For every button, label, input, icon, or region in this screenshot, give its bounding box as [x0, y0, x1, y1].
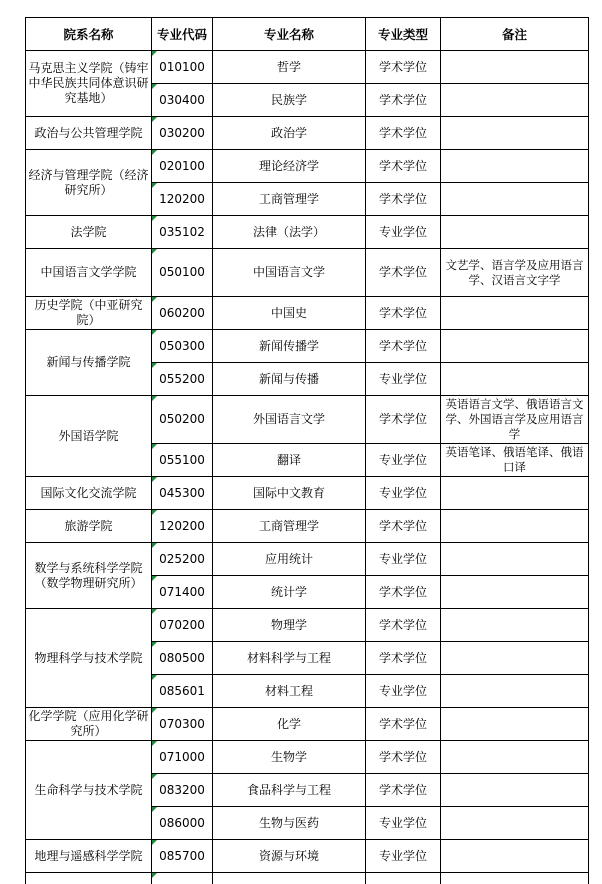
- dept-cell: 化学学院（应用化学研究所）: [26, 708, 152, 741]
- note-cell: [441, 117, 589, 150]
- dept-cell: 旅游学院: [26, 510, 152, 543]
- dept-cell: 国际文化交流学院: [26, 477, 152, 510]
- type-cell: 专业学位: [366, 444, 441, 477]
- code-cell: 070300: [152, 708, 213, 741]
- table-row: [26, 51, 589, 84]
- code-cell: 010100: [152, 51, 213, 84]
- type-cell: 专业学位: [366, 543, 441, 576]
- header-code: 专业代码: [152, 18, 213, 51]
- dept-cell: 历史学院（中亚研究院）: [26, 297, 152, 330]
- dept-cell: 数学与系统科学学院（数学物理研究所）: [26, 543, 152, 609]
- dept-cell-empty: [26, 873, 152, 884]
- major-cell: 工商管理学: [213, 510, 366, 543]
- dept-cell: 政治与公共管理学院: [26, 117, 152, 150]
- type-cell: 学术学位: [366, 117, 441, 150]
- type-cell: 学术学位: [366, 510, 441, 543]
- dept-cell: 物理科学与技术学院: [26, 609, 152, 708]
- note-cell-empty: [441, 873, 589, 884]
- type-cell: 专业学位: [366, 363, 441, 396]
- note-cell: [441, 216, 589, 249]
- major-cell: 中国语言文学: [213, 249, 366, 297]
- major-cell: 资源与环境: [213, 840, 366, 873]
- major-cell: 应用统计: [213, 543, 366, 576]
- note-cell: [441, 150, 589, 183]
- major-cell: 翻译: [213, 444, 366, 477]
- note-cell: [441, 675, 589, 708]
- table-row: [26, 510, 589, 543]
- table-row: [26, 396, 589, 444]
- code-cell: 120200: [152, 183, 213, 216]
- code-cell: 030200: [152, 117, 213, 150]
- table-row-partial: [26, 873, 589, 884]
- dept-cell: 马克思主义学院（铸牢中华民族共同体意识研究基地）: [26, 51, 152, 117]
- note-cell: [441, 741, 589, 774]
- code-cell: 035102: [152, 216, 213, 249]
- type-cell: 学术学位: [366, 150, 441, 183]
- note-cell: [441, 51, 589, 84]
- header-dept: 院系名称: [26, 18, 152, 51]
- note-cell: [441, 477, 589, 510]
- header-note: 备注: [441, 18, 589, 51]
- major-cell: 新闻传播学: [213, 330, 366, 363]
- table-row: [26, 741, 589, 774]
- code-cell: 055200: [152, 363, 213, 396]
- note-cell: [441, 609, 589, 642]
- table-row: [26, 609, 589, 642]
- major-cell: 政治学: [213, 117, 366, 150]
- type-cell: 学术学位: [366, 642, 441, 675]
- program-table: [25, 17, 589, 884]
- major-cell: 新闻与传播: [213, 363, 366, 396]
- table-row: [26, 840, 589, 873]
- type-cell: 学术学位: [366, 249, 441, 297]
- type-cell-empty: [366, 873, 441, 884]
- dept-cell: 经济与管理学院（经济研究所）: [26, 150, 152, 216]
- dept-cell: 地理与遥感科学学院: [26, 840, 152, 873]
- major-cell: 材料工程: [213, 675, 366, 708]
- major-cell: 中国史: [213, 297, 366, 330]
- major-cell: 物理学: [213, 609, 366, 642]
- table-row: [26, 297, 589, 330]
- major-cell: 理论经济学: [213, 150, 366, 183]
- note-cell: [441, 543, 589, 576]
- note-cell: [441, 708, 589, 741]
- code-cell: 025200: [152, 543, 213, 576]
- note-cell: [441, 642, 589, 675]
- major-cell: 哲学: [213, 51, 366, 84]
- note-cell: [441, 840, 589, 873]
- major-cell-empty: [213, 873, 366, 884]
- code-cell: 085700: [152, 840, 213, 873]
- dept-cell: 外国语学院: [26, 396, 152, 477]
- major-cell: 食品科学与工程: [213, 774, 366, 807]
- note-cell: [441, 576, 589, 609]
- code-cell: 083200: [152, 774, 213, 807]
- note-cell: 文艺学、语言学及应用语言学、汉语言文字学: [441, 249, 589, 297]
- type-cell: 学术学位: [366, 576, 441, 609]
- dept-cell: 法学院: [26, 216, 152, 249]
- code-cell: 050200: [152, 396, 213, 444]
- major-cell: 统计学: [213, 576, 366, 609]
- code-cell: 070200: [152, 609, 213, 642]
- major-cell: 法律（法学）: [213, 216, 366, 249]
- type-cell: 学术学位: [366, 183, 441, 216]
- note-cell: [441, 807, 589, 840]
- dept-cell: 新闻与传播学院: [26, 330, 152, 396]
- note-cell: [441, 774, 589, 807]
- code-cell: 060200: [152, 297, 213, 330]
- code-cell: 030400: [152, 84, 213, 117]
- table-row: [26, 330, 589, 363]
- type-cell: 学术学位: [366, 84, 441, 117]
- major-cell: 化学: [213, 708, 366, 741]
- note-cell: [441, 330, 589, 363]
- dept-cell: 中国语言文学学院: [26, 249, 152, 297]
- type-cell: 学术学位: [366, 708, 441, 741]
- table-row: [26, 543, 589, 576]
- table-row: [26, 216, 589, 249]
- major-cell: 材料科学与工程: [213, 642, 366, 675]
- major-cell: 外国语言文学: [213, 396, 366, 444]
- note-cell: [441, 363, 589, 396]
- code-cell: 050100: [152, 249, 213, 297]
- code-cell: 120200: [152, 510, 213, 543]
- note-cell: [441, 510, 589, 543]
- major-cell: 民族学: [213, 84, 366, 117]
- code-cell: 071000: [152, 741, 213, 774]
- table-row: [26, 249, 589, 297]
- table-row: [26, 117, 589, 150]
- major-cell: 国际中文教育: [213, 477, 366, 510]
- code-cell: 020100: [152, 150, 213, 183]
- type-cell: 学术学位: [366, 774, 441, 807]
- code-cell: 045300: [152, 477, 213, 510]
- code-cell: 080500: [152, 642, 213, 675]
- type-cell: 学术学位: [366, 297, 441, 330]
- major-cell: 工商管理学: [213, 183, 366, 216]
- code-cell: 086000: [152, 807, 213, 840]
- table-row: [26, 708, 589, 741]
- type-cell: 专业学位: [366, 840, 441, 873]
- type-cell: 学术学位: [366, 330, 441, 363]
- type-cell: 学术学位: [366, 51, 441, 84]
- type-cell: 学术学位: [366, 741, 441, 774]
- header-name: 专业名称: [213, 18, 366, 51]
- header-type: 专业类型: [366, 18, 441, 51]
- code-cell: 050300: [152, 330, 213, 363]
- code-cell: 085601: [152, 675, 213, 708]
- major-cell: 生物与医药: [213, 807, 366, 840]
- dept-cell: 生命科学与技术学院: [26, 741, 152, 840]
- note-cell: 英语笔译、俄语笔译、俄语口译: [441, 444, 589, 477]
- type-cell: 专业学位: [366, 807, 441, 840]
- type-cell: 专业学位: [366, 216, 441, 249]
- note-cell: 英语语言文学、俄语语言文学、外国语言学及应用语言学: [441, 396, 589, 444]
- code-cell: 071400: [152, 576, 213, 609]
- table-row: [26, 477, 589, 510]
- note-cell: [441, 297, 589, 330]
- code-cell-empty: [152, 873, 213, 884]
- type-cell: 学术学位: [366, 396, 441, 444]
- note-cell: [441, 183, 589, 216]
- header-row: [26, 18, 589, 51]
- table-row: [26, 150, 589, 183]
- type-cell: 专业学位: [366, 477, 441, 510]
- type-cell: 专业学位: [366, 675, 441, 708]
- note-cell: [441, 84, 589, 117]
- major-cell: 生物学: [213, 741, 366, 774]
- code-cell: 055100: [152, 444, 213, 477]
- type-cell: 学术学位: [366, 609, 441, 642]
